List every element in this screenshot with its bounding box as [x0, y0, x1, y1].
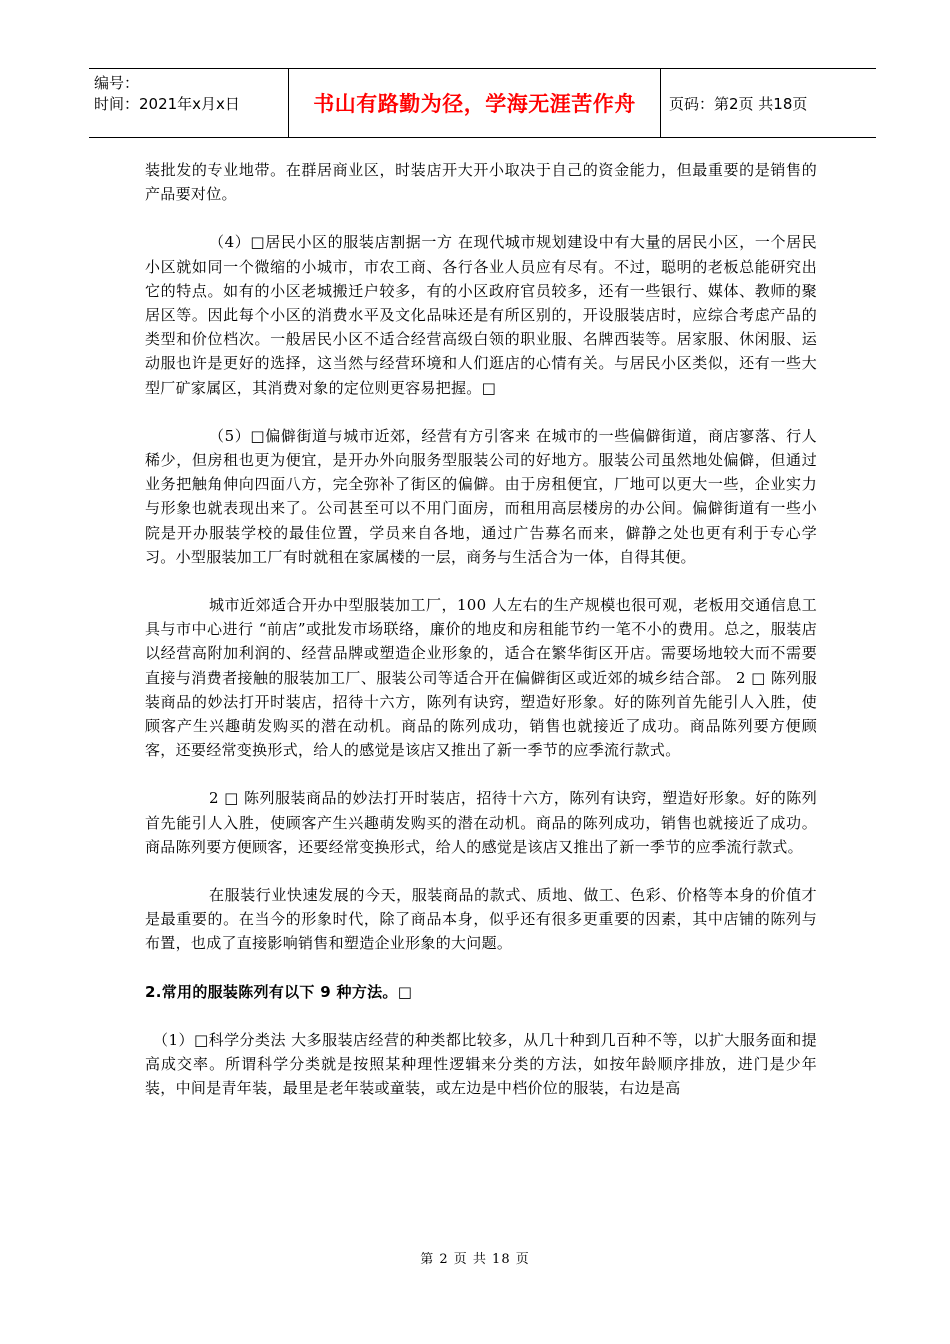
page-footer: 第 2 页 共 18 页 — [420, 1252, 530, 1267]
header-motto: 书山有路勤为径，学海无涯苦作舟 — [313, 92, 636, 116]
page-header-table — [89, 68, 876, 138]
paragraph-industry-development: 在服装行业快速发展的今天，服装商品的款式、质地、做工、色彩、价格等本身的价值才是最重要的。在当今的形象时代，除了商品本身，似乎还有很多更重要的因素，其中店铺的陈列与布置，也成了直接影响销售和塑造企业形象的大问题。 — [145, 886, 817, 953]
paragraph-scientific-classification: （1）□科学分类法 大多服装店经营的种类都比较多，从几十种到几百种不等，以扩大服务面和提高成交率。所谓科学分类就是按照某种理性逻辑来分类的方法，如按年龄顺序排放，进门是少年装，中间是青年装，最里是老年装或童装，或左边是中档价位的服装，右边是高 — [145, 1030, 817, 1098]
section-heading-display-methods: 2.常用的服装陈列有以下 9 种方法。□ — [145, 982, 413, 1001]
document-number-label: 编号： — [94, 74, 140, 92]
header-page-info: 页码：第2页 共18页 — [669, 94, 808, 113]
paragraph-display-methods-intro: 2 □ 陈列服装商品的妙法打开时装店，招待十六方，陈列有诀窍，塑造好形象。好的陈列首先能引人入胜，使顾客产生兴趣萌发购买的潜在动机。商品的陈列成功，销售也就接近了成功。商品陈列要方便顾客，还要经常变换形式，给人的感觉是该店又推出了新一季节的应季流行款式。 — [145, 789, 817, 856]
paragraph-suburbs: 城市近郊适合开办中型服装加工厂，100 人左右的生产规模也很可观，老板用交通信息工具与市中心进行 “前店”或批发市场联络，廉价的地皮和房租能节约一笔不小的费用。总之，服装店以经营高附加利润的、经营品牌或塑造企业形象的，适合在繁华街区开店。需要场地较大而不需要直接与消费者接触的服装加工厂、服装公司等适合开在偏僻街区或近郊的城乡结合部。 2 □ 陈列服装商品的妙法打开时装店，招待十六方，陈列有诀窍，塑造好形象。好的陈列首先能引人入胜，使顾客产生兴趣萌发购买的潜在动机。商品的陈列成功，销售也就接近了成功。商品陈列要方便顾客，还要经常变换形式，给人的感觉是该店又推出了新一季节的应季流行款式。 — [145, 596, 817, 760]
document-body — [145, 158, 817, 1125]
header-motto-cell — [288, 69, 661, 137]
paragraph-continued: 装批发的专业地带。在群居商业区，时装店开大开小取决于自己的资金能力，但最重要的是销售的产品要对位。 — [145, 161, 817, 204]
paragraph-residential-shops: （4）□居民小区的服装店割据一方 在现代城市规划建设中有大量的居民小区，一个居民小区就如同一个微缩的小城市，市农工商、各行各业人员应有尽有。不过，聪明的老板总能研究出它的特点。如有的小区老城搬迁户较多，有的小区政府官员较多，还有一些银行、媒体、教师的聚居区等。因此每个小区的消费水平及文化品味还是有所区别的，开设服装店时，应综合考虑产品的类型和价位档次。一般居民小区不适合经营高级白领的职业服、名牌西装等。居家服、休闲服、运动服也许是更好的选择，这当然与经营环境和人们逛店的心情有关。与居民小区类似，还有一些大型厂矿家属区，其消费对象的定位则更容易把握。□ — [145, 233, 817, 397]
header-meta — [89, 69, 288, 137]
paragraph-remote-streets: （5）□偏僻街道与城市近郊，经营有方引客来 在城市的一些偏僻街道，商店寥落、行人稀少，但房租也更为便宜，是开办外向服务型服装公司的好地方。服装公司虽然地处偏僻，但通过业务把触角伸向四面八方，完全弥补了街区的偏僻。由于房租便宜，厂地可以更大一些，企业实力与形象也就表现出来了。公司甚至可以不用门面房，而租用高层楼房的办公间。偏僻街道有一些小院是开办服装学校的最佳位置，学员来自各地，通过广告募名而来，僻静之处也更有利于专心学习。小型服装加工厂有时就租在家属楼的一层，商务与生活合为一体，自得其便。 — [145, 426, 817, 566]
document-time-label: 时间：2021年x月x日 — [94, 95, 240, 113]
